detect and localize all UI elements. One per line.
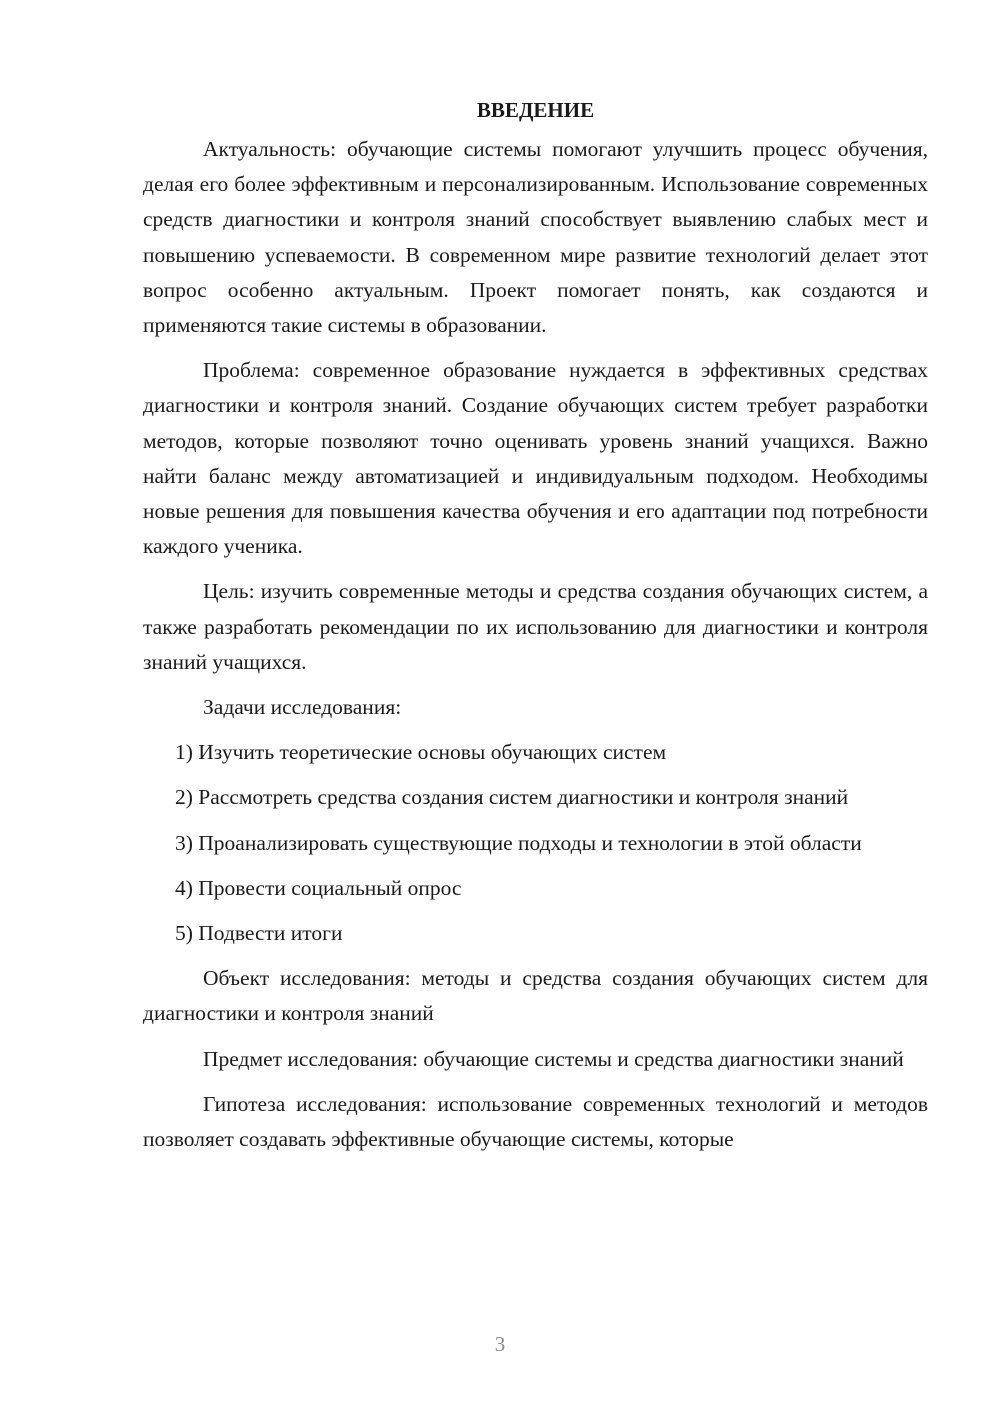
hypothesis-paragraph: Гипотеза исследования: использование современных технологий и методов позволяет создавать эффективные обучающие системы, которые: [143, 1091, 928, 1152]
task-item-1: 1) Изучить теоретические основы обучающих систем: [175, 740, 667, 765]
task-item-3: 3) Проанализировать существующие подходы и технологии в этой области: [175, 830, 862, 855]
relevance-paragraph: Актуальность: обучающие системы помогают улучшить процесс обучения, делая его более эффективным и персонализированным. Использование современных средств диагностики и контроля знаний способствует выявлению слабых мест и повышению успеваемости. В современном мире развитие технологий делает этот вопрос особенно актуальным. Проект помогает понять, как создаются и применяются такие системы в образовании.: [143, 137, 928, 338]
task-item-5: 5) Подвести итоги: [175, 921, 343, 946]
problem-paragraph: Проблема: современное образование нуждается в эффективных средствах диагностики и контроля знаний. Создание обучающих систем требует разработки методов, которые позволяют точно оценивать уровень знаний учащихся. Важно найти баланс между автоматизацией и индивидуальным подходом. Необходимы новые решения для повышения качества обучения и его адаптации под потребности каждого ученика.: [143, 358, 928, 559]
section-heading: ВВЕДЕНИЕ: [476, 98, 595, 122]
goal-paragraph: Цель: изучить современные методы и средства создания обучающих систем, а также разработать рекомендации по их использованию для диагностики и контроля знаний учащихся.: [143, 579, 928, 674]
page-number: 3: [494, 1332, 506, 1356]
task-item-2: 2) Рассмотреть средства создания систем диагностики и контроля знаний: [175, 785, 849, 810]
object-paragraph: Объект исследования: методы и средства создания обучающих систем для диагностики и контроля знаний: [143, 966, 928, 1026]
page-content: [143, 92, 928, 1167]
subject-paragraph: Предмет исследования: обучающие системы и средства диагностики знаний: [203, 1046, 904, 1071]
task-item-4: 4) Провести социальный опрос: [175, 875, 462, 900]
tasks-title: Задачи исследования:: [203, 695, 402, 720]
